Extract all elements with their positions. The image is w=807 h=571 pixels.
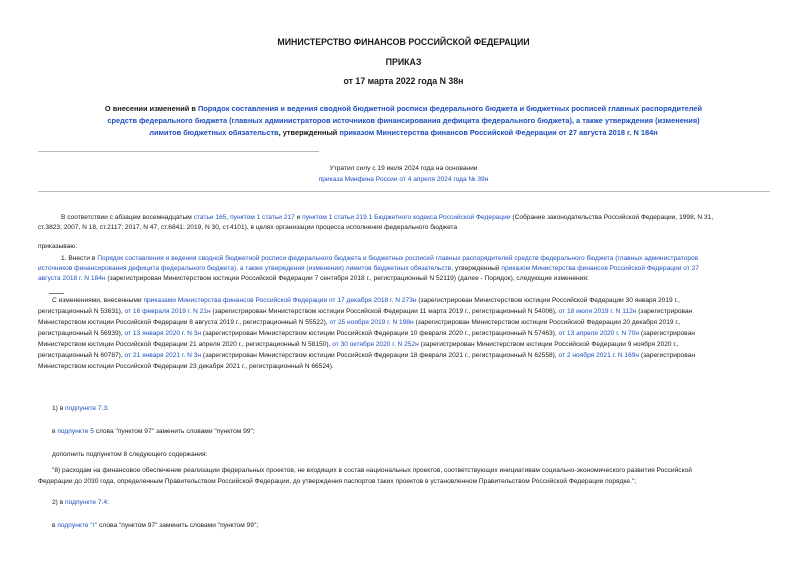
budget-code-link[interactable]: пунктом 1 статьи 219.1 Бюджетного кодекса Российской Федерации [302,214,511,221]
footnote-line-4 [38,330,695,337]
divider-top [38,151,319,152]
item-text: слова "пунктом 97" заменить словами "пунктом 99"; [97,522,259,529]
footnote-text: (зарегистрирован Министерством юстиции Российской Федерации 11 марта 2019 г., регистрационный N 54006), [210,308,559,315]
footnote-text: (зарегистрирован [639,352,695,359]
para-text: (далее - Порядок), следующие изменения: [456,275,589,282]
item-1-para-1 [52,428,255,435]
order-3n-2020-link[interactable]: от 13 января 2020 г. N 3н [124,330,202,337]
doc-type-heading: ПРИКАЗ [385,57,422,67]
repeal-order-link[interactable]: приказа Минфина России от 4 апреля 2024 года № 39н [318,176,489,183]
subclause-7-3-link[interactable]: подпункте 7.3 [65,405,108,412]
ministry-heading: МИНИСТЕРСТВО ФИНАНСОВ РОССИЙСКОЙ ФЕДЕРАЦИИ [277,37,530,47]
subclause-g-link[interactable]: подпункте "г" [57,522,98,529]
footnote-text: регистрационный N 53631), [38,308,125,315]
order-70n-link[interactable]: от 13 апреля 2020 г. N 70н [558,330,640,337]
order-184n-link-cont[interactable]: августа 2018 г. N 184н [38,275,106,282]
item-text: в [52,522,58,529]
doc-title-line-3 [0,128,807,137]
order-184n-link[interactable]: приказом Министерства финансов Российской Федерации от 27 [501,265,699,272]
item-2-heading [52,499,109,506]
footnote-text: (зарегистрирован [639,330,695,337]
order-198n-link[interactable]: от 25 ноября 2019 г. N 198н [329,319,414,326]
order-3n-2021-link[interactable]: от 21 января 2021 г. N 3н [124,352,202,359]
para-text: и [294,214,303,221]
item-text: 2) в [52,499,66,506]
footnote-line-5 [38,341,679,348]
status-line-2 [0,176,807,183]
order-21n-link[interactable]: от 16 февраля 2019 г. N 21н [124,308,211,315]
item-text: 1) в [52,405,66,412]
doc-date-heading: от 17 марта 2022 года N 38н [343,76,464,86]
para-1-line-1 [61,214,713,221]
doc-title-line-2 [0,116,807,125]
para-text: В соответствии с абзацем восемнадцатым [61,214,194,221]
footnote-text: С изменениями, внесенными [52,297,144,304]
order-184n-link[interactable]: приказом Министерства финансов Российской Федерации от 27 августа 2018 г. N 184н [339,128,658,137]
para-text: (Собрание законодательства Российской Федерации, 1998, N 31, [510,214,714,221]
title-text: О внесении изменений в [104,104,198,113]
footnote-text: (зарегистрирован Министерством юстиции Российской Федерации 30 января 2019 г., [416,297,680,304]
para-text: (зарегистрирован Министерством юстиции Российской Федерации 7 сентября 2018 г., регистрационный N 52119) [105,275,457,282]
divider-status [38,191,770,192]
item-1-para-3-line-1: "8) расходам на финансовое обеспечение реализации федеральных проектов, не входящих в состав национальных проектов, соответствующих инициативам социально-экономического развития Российской [52,467,692,474]
footnote-line-3 [38,319,681,326]
footnote-text: Министерством юстиции Российской Федерации 8 августа 2019 г., регистрационный N 55522), [38,319,330,326]
order-169n-link[interactable]: от 2 ноября 2021 г. N 169н [558,352,640,359]
doc-title-line-1 [0,104,807,113]
article-217-link[interactable]: пунктом 1 статьи 217 [230,214,295,221]
footnote-text: (зарегистрирован Министерством юстиции Российской Федерации 9 ноября 2020 г., [418,341,679,348]
status-line-1: Утратил силу с 19 июля 2024 года на основании [329,165,478,172]
item-1-para-2: дополнить подпунктом 8 следующего содержания: [52,451,208,458]
item-text: : [107,499,109,506]
footnote-line-7: Министерством юстиции Российской Федерации 23 декабря 2021 г., регистрационный N 66524). [38,363,334,370]
item-text: : [107,405,109,412]
subclause-7-4-link[interactable]: подпункте 7.4 [65,499,108,506]
order-112n-link[interactable]: от 18 июля 2019 г. N 112н [558,308,637,315]
footnote-line-2 [38,308,692,315]
footnote-rule [49,293,64,294]
procedure-link[interactable]: Порядок составления и ведения сводной бюджетной росписи федерального бюджета и бюджетных росписей главных распорядителей [197,104,703,113]
footnote-line-1 [52,297,680,304]
footnote-text: регистрационный N 56939), [38,330,125,337]
item-2-para-1 [52,522,258,529]
procedure-link-cont[interactable]: средств федерального бюджета (главных администраторов источников финансирования дефицита федерального бюджета), а также утверждения (изменения) [107,116,700,125]
procedure-link[interactable]: Порядок составления и ведения сводной бюджетной росписи федерального бюджета и бюджетных росписей главных распорядителей средств федерального бюджета (главных администраторов [97,255,699,262]
footnote-text: (зарегистрирован Министерством юстиции Российской Федерации 10 февраля 2020 г., регистрационный N 57463), [201,330,559,337]
para-3-line-3 [38,275,589,282]
item-text: в [52,428,58,435]
procedure-link-cont[interactable]: источников финансирования дефицита федерального бюджета), а также утверждения (изменения) лимитов бюджетных обязательств [38,265,452,272]
footnote-text: (зарегистрирован Министерством юстиции Российской Федерации 18 февраля 2021 г., регистрационный N 62558), [201,352,559,359]
article-165-link[interactable]: статьи 165 [193,214,227,221]
title-text: , утвержденный [278,128,340,137]
para-text: , утвержденный [451,265,502,272]
footnote-text: (зарегистрирован Министерством юстиции Российской Федерации 20 декабря 2019 г., [413,319,681,326]
item-1-heading [52,405,109,412]
footnote-text: Министерством юстиции Российской Федерации 21 апреля 2020 г., регистрационный N 58150), [38,341,333,348]
subclause-5-link[interactable]: подпункте 5 [57,428,94,435]
para-1-line-2: ст.3823; 2007, N 18, ст.2117; 2017, N 47, ст.6841; 2019, N 30, ст.4101), в целях организации процесса исполнения федерального бюджета [38,224,458,231]
order-252n-link[interactable]: от 30 октября 2020 г. N 252н [332,341,419,348]
footnote-text: (зарегистрирован [636,308,693,315]
para-order-word: приказываю: [38,243,78,250]
para-text: 1. Внести в [61,255,98,262]
order-273n-link[interactable]: приказами Министерства финансов Российской Федерации от 17 декабря 2018 г. N 273н [143,297,417,304]
para-3-line-2 [38,265,699,272]
para-3-line-1 [61,255,698,262]
footnote-line-6 [38,352,695,359]
limits-link[interactable]: лимитов бюджетных обязательств [149,128,279,137]
para-text: , [226,214,231,221]
item-1-para-3-line-2: Федерации до 2030 года, определенным Правительством Российской Федерации, до утверждения паспортов таких проектов в установленном Правительством Российской Федерации порядке."; [38,478,637,485]
item-text: слова "пунктом 97" заменить словами "пунктом 99"; [93,428,255,435]
footnote-text: регистрационный N 60787), [38,352,125,359]
